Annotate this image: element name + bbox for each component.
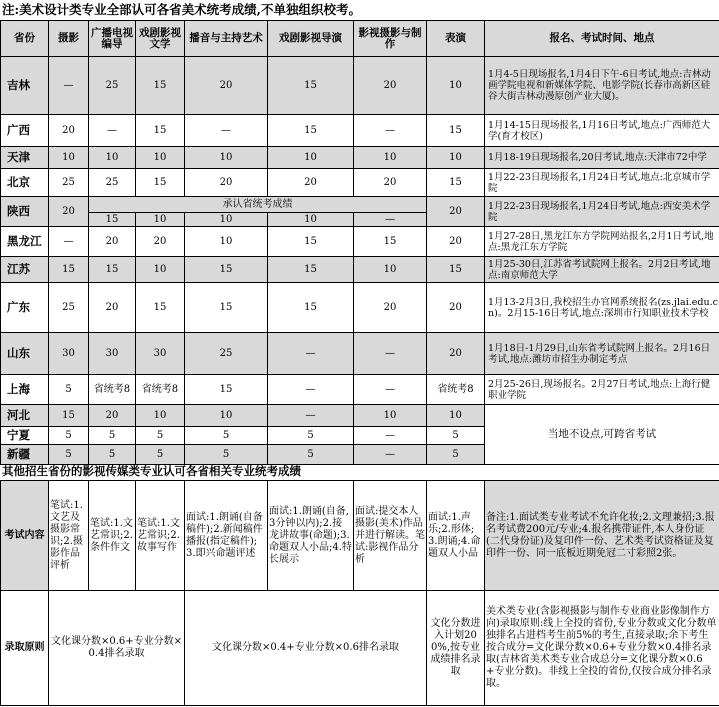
quota-cell: 15 (268, 115, 354, 147)
header-cell: 广播电视编导 (89, 21, 136, 57)
header-cell: 影视摄影与制作 (354, 21, 427, 57)
content-broadcasting: 面试:1.朗诵(自备稿件);2.新闻稿件播报(指定稿件);3.即兴命题评述 (185, 481, 268, 591)
quota-cell: — (49, 57, 89, 115)
content-drama-directing: 面试:1.朗诵(自备,3分钟以内);2.接龙讲故事(命题);3.命题双人小品;4.特长展示 (268, 481, 354, 591)
quota-cell: 20 (89, 283, 136, 333)
header-cell: 戏剧影视导演 (268, 21, 354, 57)
quota-cell: 10 (49, 147, 89, 169)
quota-cell: — (268, 375, 354, 405)
quota-cell: 10 (427, 147, 485, 169)
quota-cell: 10 (268, 213, 354, 227)
header-cell: 戏剧影视文学 (136, 21, 185, 57)
quota-cell: 10 (89, 147, 136, 169)
content-label: 考试内容 (1, 481, 49, 591)
quota-cell: 20 (427, 283, 485, 333)
quota-cell: 10 (136, 213, 185, 227)
quota-cell: — (354, 375, 427, 405)
province-cell: 吉林 (1, 57, 49, 115)
quota-cell: 5 (49, 445, 89, 465)
quota-cell: 20 (427, 227, 485, 257)
quota-cell: 5 (49, 427, 89, 445)
quota-cell: 20 (427, 333, 485, 375)
quota-cell: 15 (427, 257, 485, 283)
quota-cell: 30 (49, 333, 89, 375)
table-row (1, 115, 719, 147)
quota-cell: 15 (427, 169, 485, 197)
table-row (1, 405, 719, 427)
quota-cell: 省统考8 (89, 375, 136, 405)
quota-cell: 15 (268, 257, 354, 283)
quota-cell: 15 (136, 283, 185, 333)
quota-cell: 10 (354, 257, 427, 283)
quota-cell: 10 (136, 405, 185, 427)
exam-content-table (0, 480, 719, 706)
quota-cell: 20 (49, 197, 89, 227)
quota-cell: 5 (49, 375, 89, 405)
quota-cell: 15 (185, 283, 268, 333)
content-remarks: 备注:1.面试类专业考试不允许化妆;2.文理兼招;3.报名考试费200元/专业;4.报名携带证件,本人身份证(二代身份证)及复印件一份、艺术类考试资格证及复印件一份、同一底板近期免冠二寸彩照2张。 (485, 481, 719, 591)
quota-cell: — (354, 115, 427, 147)
schedule-cell: 1月22-23日现场报名,1月24日考试,地点:西安美术学院 (485, 197, 719, 227)
quota-cell: 25 (49, 169, 89, 197)
table-row (1, 197, 719, 213)
content-directing: 笔试:1.文艺常识;2.条件作文 (89, 481, 136, 591)
quota-cell: 15 (136, 169, 185, 197)
header-cell: 摄影 (49, 21, 89, 57)
content-acting: 面试:1.声乐;2.形体;3.朗诵;4.命题双人小品 (427, 481, 485, 591)
header-cell: 省份 (1, 21, 49, 57)
province-cell: 黑龙江 (1, 227, 49, 257)
quota-cell: 30 (89, 333, 136, 375)
quota-cell: 15 (185, 375, 268, 405)
quota-cell: 25 (89, 57, 136, 115)
province-cell: 江苏 (1, 257, 49, 283)
province-cell: 河北 (1, 405, 49, 427)
admission-rule-1: 文化课分数×0.6+专业分数×0.4排名录取 (49, 591, 185, 706)
quota-cell: 20 (354, 169, 427, 197)
province-cell: 天津 (1, 147, 49, 169)
quota-cell: 10 (268, 147, 354, 169)
quota-cell: 25 (49, 283, 89, 333)
quota-cell: 5 (185, 445, 268, 465)
province-cell: 北京 (1, 169, 49, 197)
quota-cell: 15 (89, 213, 136, 227)
quota-cell: 25 (185, 333, 268, 375)
content-literature: 笔试:1.文艺常识;2.故事写作 (136, 481, 185, 591)
quota-cell: 20 (427, 197, 485, 227)
quota-cell: 10 (136, 257, 185, 283)
quota-cell: 10 (185, 405, 268, 427)
quota-cell: 5 (89, 445, 136, 465)
header-row (1, 21, 719, 57)
province-cell: 陕西 (1, 197, 49, 227)
table-row (1, 227, 719, 257)
merged-note: 承认省统考成绩 (89, 197, 427, 213)
admission-rule-3: 文化分数进入计划200%,按专业成绩排名录取 (427, 591, 485, 706)
quota-cell: 10 (185, 213, 268, 227)
schedule-cell: 1月18日-1月29日,山东省考试院网上报名。2月16日考试,地点:潍坊市招生办制定考点 (485, 333, 719, 375)
quota-cell: 5 (136, 445, 185, 465)
quota-cell: 15 (49, 257, 89, 283)
quota-cell: — (49, 227, 89, 257)
quota-cell: 20 (49, 115, 89, 147)
quota-cell: 10 (185, 147, 268, 169)
section-title: 其他招生省份的影视传媒类专业认可各省相关专业统考成绩 (2, 464, 301, 478)
quota-cell: 5 (268, 445, 354, 465)
quota-cell: — (185, 115, 268, 147)
quota-cell: 省统考8 (136, 375, 185, 405)
quota-cell: 10 (354, 405, 427, 427)
exam-schedule-table (0, 20, 719, 465)
quota-cell: 25 (89, 169, 136, 197)
admission-rule-art: 美术类专业(含影视摄影与制作专业商业影像制作方向)录取原则:线上全投的省份,专业分数或文化分数单独排名占进档考生前5%的考生,直接录取;余下考生按合成分=文化课分数×0.6+专业分数×0.4排名录取(吉林省美术类专业合成总分=文化课分数×0.6+专业分数)。非线上全投的省份,仅按合成分排名录取。 (485, 591, 719, 706)
quota-cell: 10 (427, 57, 485, 115)
quota-cell: — (89, 115, 136, 147)
table-row (1, 283, 719, 333)
schedule-cell: 1月22-23日现场报名,1月24日考试,地点:北京城市学院 (485, 169, 719, 197)
no-exam-note: 当地不设点,可跨省考试 (485, 405, 719, 465)
header-cell: 报名、考试时间、地点 (485, 21, 719, 57)
province-cell: 山东 (1, 333, 49, 375)
quota-cell: 10 (427, 405, 485, 427)
schedule-cell: 1月4-5日现场报名,1月4日下午-6日考试,地点:吉林动画学院电视和新媒体学院、电影学院(长春市高新区硅谷大街吉林动漫原创产业大厦)。 (485, 57, 719, 115)
quota-cell: 20 (136, 227, 185, 257)
content-photography: 笔试:1.文艺及摄影常识;2.摄影作品评析 (49, 481, 89, 591)
quota-cell: 20 (185, 57, 268, 115)
schedule-cell: 1月13-2月3日,我校招生办官网系统报名(zs.jlai.edu.cn)。2月15-16日考试,地点:深圳市行知职业技术学校 (485, 283, 719, 333)
province-cell: 上海 (1, 375, 49, 405)
quota-cell: 5 (89, 427, 136, 445)
quota-cell: 5 (427, 427, 485, 445)
quota-cell: 15 (185, 257, 268, 283)
quota-cell: 30 (136, 333, 185, 375)
quota-cell: 5 (136, 427, 185, 445)
quota-cell: — (354, 333, 427, 375)
content-film-production: 面试:提交本人摄影(美术)作品并进行解读。笔试:影视作品分析 (354, 481, 427, 591)
quota-cell: 15 (136, 57, 185, 115)
header-cell: 播音与主持艺术 (185, 21, 268, 57)
quota-cell: 20 (268, 169, 354, 197)
province-cell: 新疆 (1, 445, 49, 465)
quota-cell: 15 (268, 283, 354, 333)
table-row (1, 333, 719, 375)
quota-cell: 20 (354, 283, 427, 333)
admission-label: 录取原则 (1, 591, 49, 706)
table-row (1, 169, 719, 197)
quota-cell: 20 (89, 405, 136, 427)
quota-cell: 15 (89, 257, 136, 283)
quota-cell: 10 (354, 147, 427, 169)
quota-cell: — (354, 445, 427, 465)
schedule-cell: 1月18-19日现场报名,20日考试,地点:天津市72中学 (485, 147, 719, 169)
quota-cell: 15 (136, 115, 185, 147)
quota-cell: 省统考8 (427, 375, 485, 405)
document-note: 注:美术设计类专业全部认可各省美术统考成绩,不单独组织校考。 (2, 2, 361, 17)
quota-cell: — (268, 333, 354, 375)
schedule-cell: 1月27-28日,黑龙江东方学院网站报名,2月1日考试,地点:黑龙江东方学院 (485, 227, 719, 257)
quota-cell: 5 (185, 427, 268, 445)
table-row (1, 375, 719, 405)
admission-rule-2: 文化课分数×0.4+专业分数×0.6排名录取 (185, 591, 427, 706)
province-cell: 广东 (1, 283, 49, 333)
quota-cell: 10 (136, 147, 185, 169)
table-row (1, 57, 719, 115)
schedule-cell: 1月14-15日现场报名,1月16日考试,地点:广西师范大学(育才校区) (485, 115, 719, 147)
quota-cell: 20 (185, 169, 268, 197)
province-cell: 宁夏 (1, 427, 49, 445)
quota-cell: 5 (427, 445, 485, 465)
quota-cell: 15 (268, 227, 354, 257)
quota-cell: 15 (49, 405, 89, 427)
quota-cell: 20 (354, 57, 427, 115)
quota-cell: 10 (185, 227, 268, 257)
quota-cell: — (268, 405, 354, 427)
quota-cell: 20 (89, 227, 136, 257)
quota-cell: — (354, 427, 427, 445)
table-row (1, 147, 719, 169)
quota-cell: 15 (427, 115, 485, 147)
schedule-cell: 1月25-30日,江苏省考试院网上报名。2月2日考试,地点:南京师范大学 (485, 257, 719, 283)
header-cell: 表演 (427, 21, 485, 57)
schedule-cell: 2月25-26日,现场报名。2月27日考试,地点:上海行健职业学院 (485, 375, 719, 405)
quota-cell: 15 (268, 57, 354, 115)
quota-cell: 5 (268, 427, 354, 445)
province-cell: 广西 (1, 115, 49, 147)
table-row (1, 257, 719, 283)
quota-cell: — (354, 213, 427, 227)
quota-cell: 15 (354, 227, 427, 257)
